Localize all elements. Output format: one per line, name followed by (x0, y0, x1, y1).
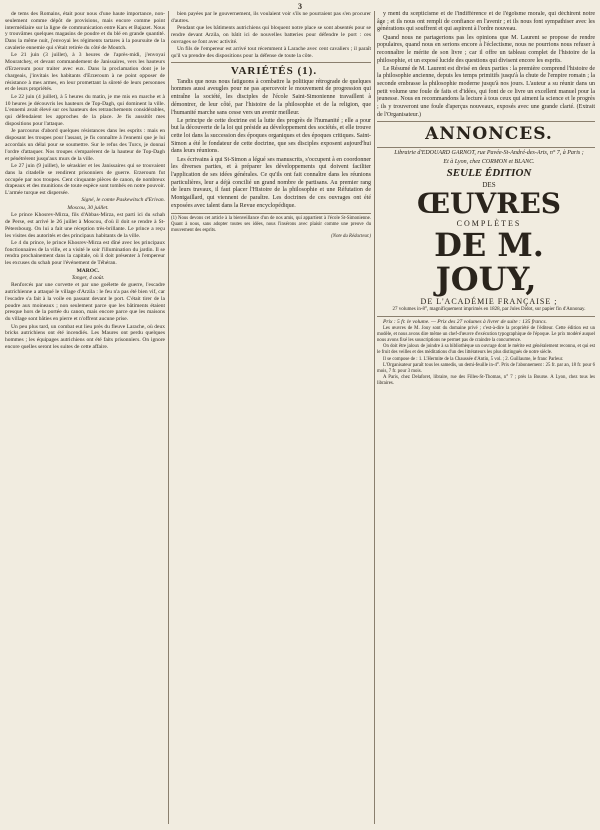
ad-des: DES (482, 181, 496, 190)
divider (377, 316, 595, 317)
column-3 (377, 11, 595, 824)
section-heading-varietes: VARIÉTÉS (1). (230, 64, 318, 77)
signature: Signé, le comte Paskewitsch d'Erivan. (81, 197, 165, 204)
paragraph: Le prince Khosrev-Mirza, fils d'Abbas-Mirza, est parti ici du schah de Perse, est arrivé le 26 juillet à Moscou, d'où il doit se rendre à St-Pétersbourg. On lui a fait une réception très-brillante. Le prince a reçu les visites des autorités et des principaux habitants de la ville. (5, 212, 165, 239)
footnote-text: (1) Nous devons cet article à la bienveillance d'un de nos amis, qui appartient à l'école St-Simonienne. Quant à nous, sans adopter toutes ses idées, nous l'insérons avec plaisir comme une preuve du mouvement des esprits. (171, 216, 371, 234)
paragraph: de tems des Romains, était pour nous d'une haute importance, non-seulement comme dépôt de provisions, mais encore comme point intermédiaire sur la ligne de communication entre Kars et Bajazet. Nous y trouvâmes quelques magasins de poudre et du blé en grande quantité. Dans la même nuit, j'envoyai les régiments tartares à la poursuite de la cavalerie ennemie qui s'était retirée du côté de Moutch. (5, 11, 165, 52)
ad-publisher: Librairie d'EDOUARD GARNOT, rue Pavée-St-André-des-Arts, n° 7, à Paris ; (394, 150, 584, 157)
section-heading-annonces: ANNONCES. (425, 124, 553, 145)
ad-seule-edition: SEULE ÉDITION (446, 167, 532, 180)
ad-author: DE M. JOUY, (434, 226, 544, 298)
paragraph: Le principe de cette doctrine est la lutte des progrès de l'humanité ; elle a pour but la découverte de la loi qui préside au développement des sociétés, et elle trouve cette loi dans la succession des époques organiques et des époques critiques. Saint-Simon a été le fondateur de cette doctrine, que ses disciples exposent aujourd'hui dans leurs réunions. (171, 117, 371, 155)
ad-oeuvres: ŒUVRES (416, 187, 562, 221)
paragraph: Le 22 juin (4 juillet), à 5 heures du matin, je me mis en marche et à 10 heures je découvris les hauteurs de Top-Dagh, qui dominent la ville. L'ennemi avait élevé sur ces hauteurs des retranchements considérables, qui défendaient les approches de la place. Je fis aussitôt mes dispositions pour l'attaque. (5, 93, 165, 127)
ad-volumes: 27 volumes in-8°, magnifiquement imprimés en 1828, par Jules Didot, sur papier fin d'Annonay. (392, 307, 586, 313)
paragraph: y ment du scepticisme et de l'indifférence et de l'égoïsme morale, qui déchirent notre âge ; et ils nous ont rempli de confiance en l'avenir ; et ils nous font sympathiser avec les générations qui souffrent et qui aspirent à l'ordre nouveau. (377, 11, 595, 33)
paragraph: Les œuvres de M. Jouy sont du domaine privé ; c'est-à-dire la propriété de l'éditeur. Cette édition est un modèle, et nous avons dire même un chef-d'œuvre d'exécution typographique de l'époque. Le prix modéré auquel nous avons fixé les souscriptions ne permet pas de craindre la concurrence. (377, 325, 595, 343)
paragraph: Un peu plus tard, un combat eut lieu près du fleuve Larache, où deux bricks autrichiens ont été incendiés. Les Maures ont perdu quelques hommes ; les équipages autrichiens ont été faits prisonniers. On ignore encore quelles seront les suites de cette affaire. (5, 323, 165, 350)
ad-academie: DE L'ACADÉMIE FRANÇAISE ; (420, 296, 558, 306)
column-2 (171, 11, 371, 824)
footnote (171, 213, 371, 240)
paragraph: Renforcés par une corvette et par une goélette de guerre, l'escadre autrichienne a attaqué le village d'Arzila : le feu n'a pas été bien vif, car l'escadre s'a fait à la voile en passant devant le port. C'était tirer de la poudre aux moineaux ; non seulement parce que les bâtiments étaient presque hors de la portée du canon, mais encore parce que les maisons du village sont bâties en pierre et n'offrent aucune prise. (5, 282, 165, 323)
page-number: 3 (298, 2, 302, 11)
divider (377, 121, 595, 122)
paragraph: Je parcourus d'abord quelques résistances dans les esprits : mais en disposant les troupes pour l'assaut, je fis connaître à l'ennemi que je lui accordais un délai pour se soumettre. Sur le refus des Turcs, je donnai l'ordre d'attaquer. Nos troupes s'emparèrent de la hauteur de Top-Dagh et pénétrèrent jusqu'aux murs de la ville. (5, 128, 165, 162)
paragraph: Pendant que les bâtiments autrichiens qui bloquent notre place se sont absentés pour se rendre devant Arzila, on bâtit ici de nouvelles batteries pour défendre le port : ces ouvrages se font avec activité. (171, 25, 371, 45)
dateline-moscow: Moscou, 30 juillet. (67, 204, 109, 211)
paragraph: Il se compose de : 1. L'Hermite de la Chaussée d'Antin, 5 vol. ; 2. Guillaume, le franc Parleur. (383, 356, 564, 362)
divider (377, 147, 595, 148)
ad-price: Prix : 5 fr. le volume. — Prix des 27 volumes à livrer de suite : 135 francs. (383, 318, 547, 325)
dateline-tanger: Tanger, 4 août. (71, 274, 105, 281)
paragraph: Le Résumé de M. Laurent est divisé en deux parties : la première comprend l'histoire de la philosophie ancienne, depuis les temps primitifs jusqu'à la chute de l'empire romain ; la seconde embrasse la philosophie moderne jusqu'à nos jours. L'auteur a su réunir dans un petit volume une foule de faits et d'idées, qui font de ce livre un excellent manuel pour la jeunesse. Nous en recommandons la lecture à tous ceux qui aiment la science et le progrès ; ils y trouveront une foule d'aperçus nouveaux, exposés avec une grande clarté. (Extrait de l'Organisateur.) (377, 65, 595, 118)
paragraph: On doit être jaloux de joindre à sa bibliothèque un ouvrage dont le mérite est généralement reconnu, et qui est le fruit des veilles et des méditations d'un des littérateurs les plus distingués de notre siècle. (377, 344, 595, 356)
paragraph: Quand nous ne partagerions pas les opinions que M. Laurent se propose de rendre populaires, quand nous en serions encore à l'éclectisme, nous ne pourrions nous refuser à reconnaître le mérite de son livre ; car il offre un tableau complet de l'histoire de la philosophie, et un exposé lucide des questions qui divisent encore les esprits. (377, 34, 595, 64)
paragraph: Tandis que nous nous fatiguons à combattre la politique rétrograde de quelques hommes aussi aveugles pour ne pas apercevoir le mouvement de progression qui entraîne la société, les disciples de l'école Saint-Simonienne travaillent à démontrer, de leur côté, par l'histoire de la philosophie et de la religion, que l'humanité marche sans cesse vers un avenir meilleur. (171, 78, 371, 116)
column-1 (5, 11, 165, 824)
advertisement-jouy (377, 150, 595, 387)
section-heading-maroc: MAROC. (76, 267, 100, 274)
ad-publisher-lyon: Et à Lyon, chez CORMON et BLANC. (443, 158, 535, 165)
paragraph: Le 21 juin (3 juillet), à 3 heures de l'après-midi, j'envoyai Mouratchey, et devant commandement de Janissaires, vers les hauteurs d'Erzeroum pour traiter avec eux. Dans la proclamation dont je le chargeais, j'invitais les habitants d'Erzeroum à ne point opposer de résistance à mes armes, en leur promettant la sûreté de leurs personnes et de leurs propriétés. (5, 52, 165, 93)
paragraph: Le 4 du prince, le prince Khosrev-Mirza est dîné avec les principaux fonctionnaires de la ville, et a visité le soir l'illumination du jardin. Il se rendra prochainement dans la capitale, où il doit présenter à l'empereur les excuses du schah pour l'événement de Téhéran. (5, 239, 165, 267)
paragraph: bien payées par le gouvernement, ils voulaient voir s'ils ne pourraient pas s'en procurer d'autres. (171, 11, 371, 24)
paragraph: A Paris, chez Delaforet, libraire, rue des Filles-St-Thomas, n° 7 ; près la Bourse. A Lyon, chez tous les libraires. (377, 375, 595, 387)
column-divider (168, 11, 169, 824)
paragraph: L'Organisateur paraît tous les samedis, un demi-feuille in-4°. Prix de l'abonnement : 25 fr. par an, 18 fr. pour 6 mois, 7 fr. pour 3 mois. (377, 363, 595, 374)
column-divider (374, 11, 375, 824)
divider (171, 62, 371, 63)
footnote-signature: (Note du Rédacteur.) (331, 234, 371, 240)
ad-completes: COMPLÈTES (456, 218, 522, 228)
paragraph: Les écrivains à qui St-Simon a légué ses manuscrits, s'occupent à en coordonner les diverses parties, et à préparer les développements qui doivent faciliter l'application de ses idées générales. Ce qu'ils ont fait connaître dans les réunions particulières, leur a déjà concilié un grand nombre de partisans. Au premier rang de leurs travaux, il faut placer l'Histoire de la philosophie et une Réfutation de Montgaillard, qui viennent de paraître. Les doctrines de ces ouvrages ont été exposées avec talent dans la Revue encyclopédique. (171, 156, 371, 209)
paragraph: Le 27 juin (9 juillet), le séraskier et les Janissaires qui se trouvaient dans la citadelle se rendirent prisonniers de guerre. Erzeroum fut occupée par nos troupes. Cent cinquante pièces de canon, de nombreux drapeaux et des munitions de toute espèce sont tombés en notre pouvoir. L'armée turque est dispersée. (5, 162, 165, 197)
paragraph: Un fils de l'empereur est arrivé tout récemment à Larache avec cent cavaliers ; il paraît qu'il va prendre des dispositions pour la défense de toute la côte. (171, 46, 371, 59)
